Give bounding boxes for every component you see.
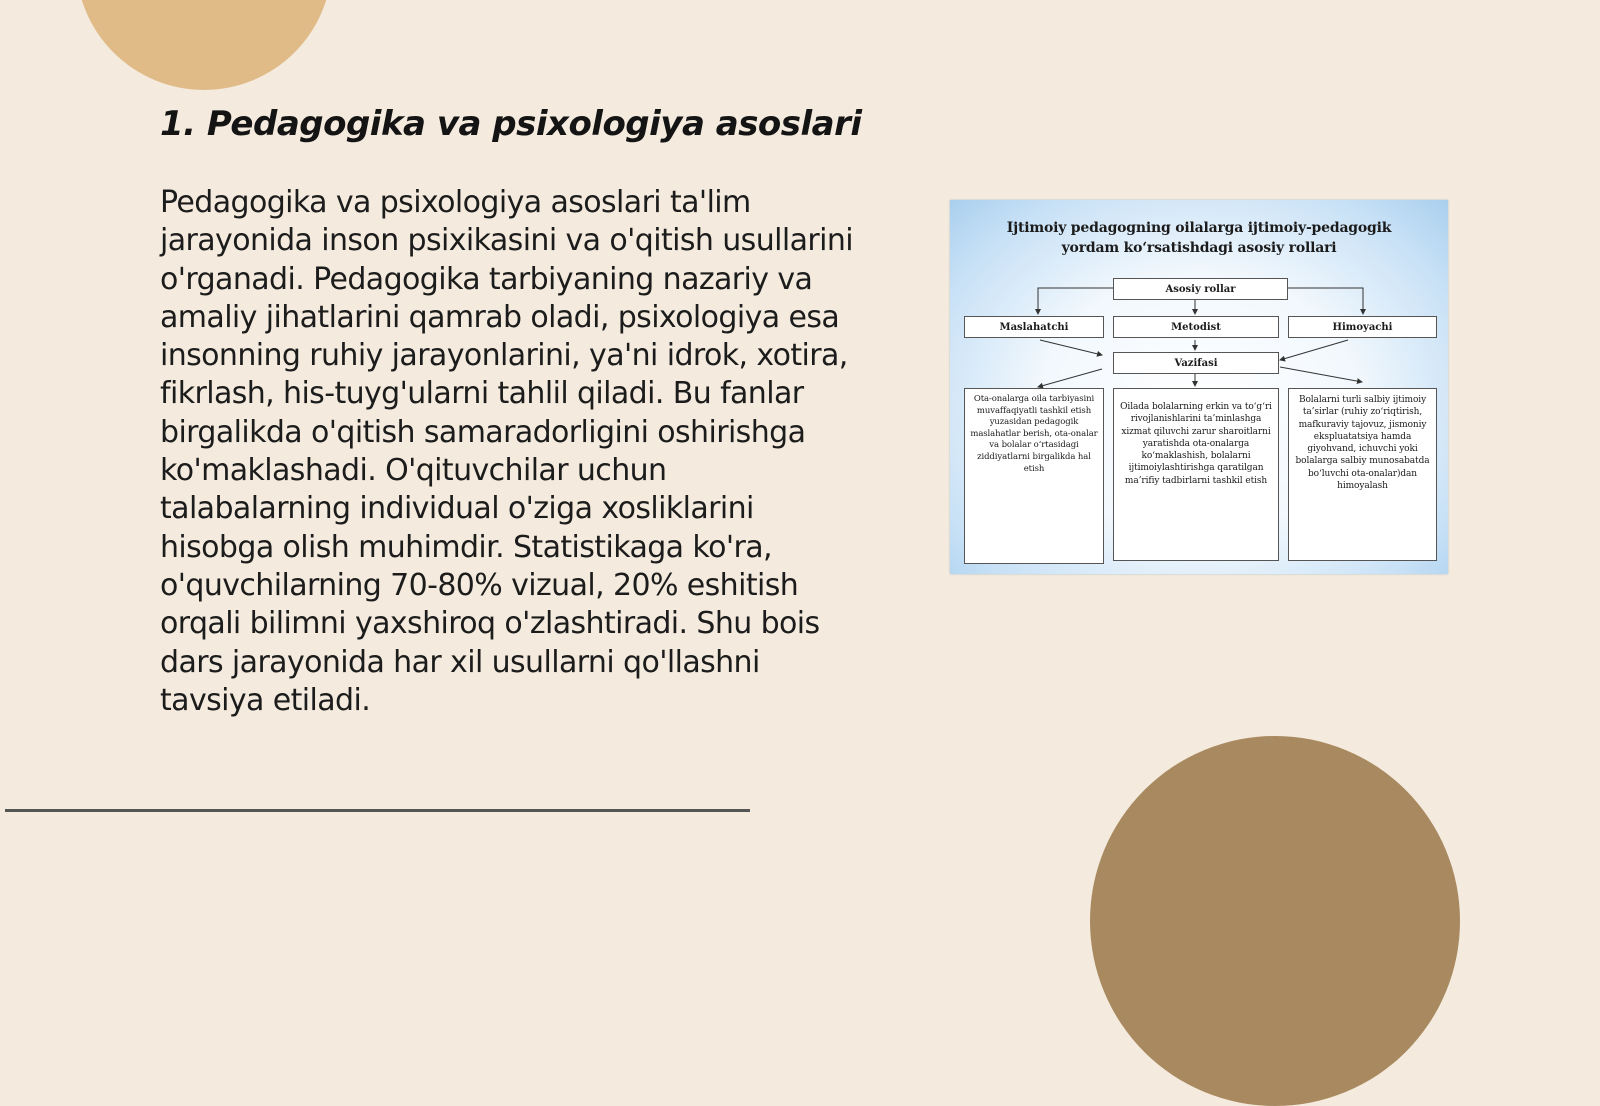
decorative-circle-top <box>76 0 332 90</box>
diagram-role-box-2: Metodist <box>1113 316 1279 338</box>
diagram-title-line-2: yordam ko‘rsatishdagi asosiy rollari <box>1061 240 1337 256</box>
diagram-title-line-1: Ijtimoiy pedagogning oilalarga ijtimoiy-pedagogik <box>1006 220 1392 236</box>
diagram-role-box-1: Maslahatchi <box>964 316 1104 338</box>
diagram-functions-box: Vazifasi <box>1113 352 1279 374</box>
decorative-circle-bottom <box>1090 736 1460 1106</box>
slide-title: 1. Pedagogika va psixologiya asoslari <box>160 104 862 144</box>
diagram-role-box-3: Himoyachi <box>1288 316 1437 338</box>
diagram-description-box-1: Ota-onalarga oila tarbiyasini muvaffaqiyatli tashkil etish yuzasidan pedagogik maslahatlar berish, ota-onalar va bolalar o‘rtasidagi ziddiyatlarni birgalikda hal etish <box>964 388 1104 564</box>
divider-line <box>5 809 750 812</box>
diagram-description-box-3: Bolalarni turli salbiy ijtimoiy ta’sirlar (ruhiy zo‘riqtirish, mafkuraviy tajovuz, jismoniy ekspluatatsiya hamda giyohvand, ichuvchi yoki bolalarga salbiy munosabatda bo‘luvchi ota-onalar)dan himoyalash <box>1288 388 1437 561</box>
slide-body-text: Pedagogika va psixologiya asoslari ta'lim jarayonida inson psixikasini va o'qitish usullarini o'rganadi. Pedagogika tarbiyaning nazariy va amaliy jihatlarini qamrab oladi, psixologiya esa insonning ruhiy jarayonlarini, ya'ni idrok, xotira, fikrlash, his-tuyg'ularni tahlil qiladi. Bu fanlar birgalikda o'qitish samaradorligini oshirishga ko'maklashadi. O'qituvchilar uchun talabalarning individual o'ziga xosliklarini hisobga olish muhimdir. Statistikaga ko'ra, o'quvchilarning 70-80% vizual, 20% eshitish orqali bilimni yaxshiroq o'zlashtiradi. Shu bois dars jarayonida har xil usullarni qo'llashni tavsiya etiladi. <box>160 185 853 718</box>
diagram-description-box-2: Oilada bolalarning erkin va to‘g‘ri rivojlanishlarini ta’minlashga xizmat qiluvchi zarur sharoitlarni yaratishda ota-onalarga ko‘maklashish, bolalarni ijtimoiylashtirishga qaratilgan ma’rifiy tadbirlarni tashkil etish <box>1113 388 1279 561</box>
diagram-root-box: Asosiy rollar <box>1113 278 1288 300</box>
roles-diagram <box>950 200 1448 574</box>
